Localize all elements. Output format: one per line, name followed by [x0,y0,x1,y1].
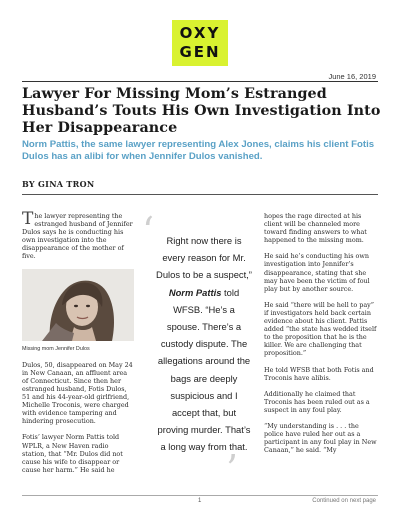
drop-cap: T [22,209,34,229]
right-paragraph-2: He said he’s conducting his own investigation into Jennifer’s disappearance, stating that she may have been the victim of foul play but by another source. [264,252,370,293]
pull-quote-part1: Right now there is every reason for Mr. Dulos to be a suspect,” [156,235,252,281]
column-right [264,212,378,462]
photo-caption: Missing mom Jennifer Dulos [22,345,90,352]
publish-date: June 16, 2019 [328,72,376,81]
pull-quote [156,232,252,456]
byline-divider [22,194,378,195]
pull-quote-speaker: Norm Pattis [168,286,222,298]
pull-quote-part2: told WFSB. “He’s a spouse. There’s a custody dispute. The allegations around the bags are deeply suspicious and I accept that, but proving murder. That’s a long way from that. [157,286,251,453]
logo-text-top: OXY [179,24,221,42]
right-paragraph-3: He said “there will be hell to pay” if investigators held back certain evidence about his client. Pattis added “the state has wedded itself to the proposition that he is the killer. We are challenging that proposition.” [264,300,377,358]
oxygen-logo [172,20,228,66]
paragraph-2: Dulos, 50, disappeared on May 24 in New Canaan, an affluent area of Connecticut. Since then her estranged husband, Fotis Dulos, 51 and his 44-year-old girlfriend, Michelle Troconis, were charged with evidence tampering and hindering prosecution. [22,360,133,426]
right-paragraph-6: “My understanding is . . . the police have ruled her out as a participant in any foul play in New Canaan,” he said. “My [264,421,377,455]
page-number: 1 [198,498,202,504]
continued-link[interactable]: Continued on next page [312,498,376,504]
intro-text: he lawyer representing the estranged husband of Jennifer Dulos says he is conducting his own investigation into the disappearance of the mother of five. [22,212,133,261]
right-paragraph-5: Additionally he claimed that Troconis has been ruled out as a suspect in any foul play. [264,389,370,414]
close-quote-mark: ’ [226,447,239,491]
paragraph-3: Fotis’ lawyer Norm Pattis told WPLR, a New Haven radio station, that “Mr. Dulos did not cause his wife to disappear or cause her harm.” He said he [22,433,123,474]
open-quote-mark: ‘ [142,209,155,253]
column-left [22,209,134,482]
logo-text-bottom: GEN [179,43,221,61]
byline: BY GINA TRON [22,179,95,189]
footer-divider [22,495,378,496]
right-paragraph-4: He told WFSB that both Fotis and Troconis have alibis. [264,365,374,382]
right-paragraph-1: hopes the rage directed at his client will be channeled more toward finding answers to what happened to the missing mom. [264,212,367,245]
top-divider [22,81,378,82]
portrait-illustration [22,269,134,341]
jennifer-dulos-photo [22,269,134,341]
headline: Lawyer For Missing Mom’s Estranged Husband’s Touts His Own Investigation Into Her Disappearance [22,86,381,136]
subheadline: Norm Pattis, the same lawyer representing Alex Jones, claims his client Fotis Dulos has an alibi for when Jennifer Dulos vanished. [22,139,375,162]
intro-paragraph [22,209,134,261]
